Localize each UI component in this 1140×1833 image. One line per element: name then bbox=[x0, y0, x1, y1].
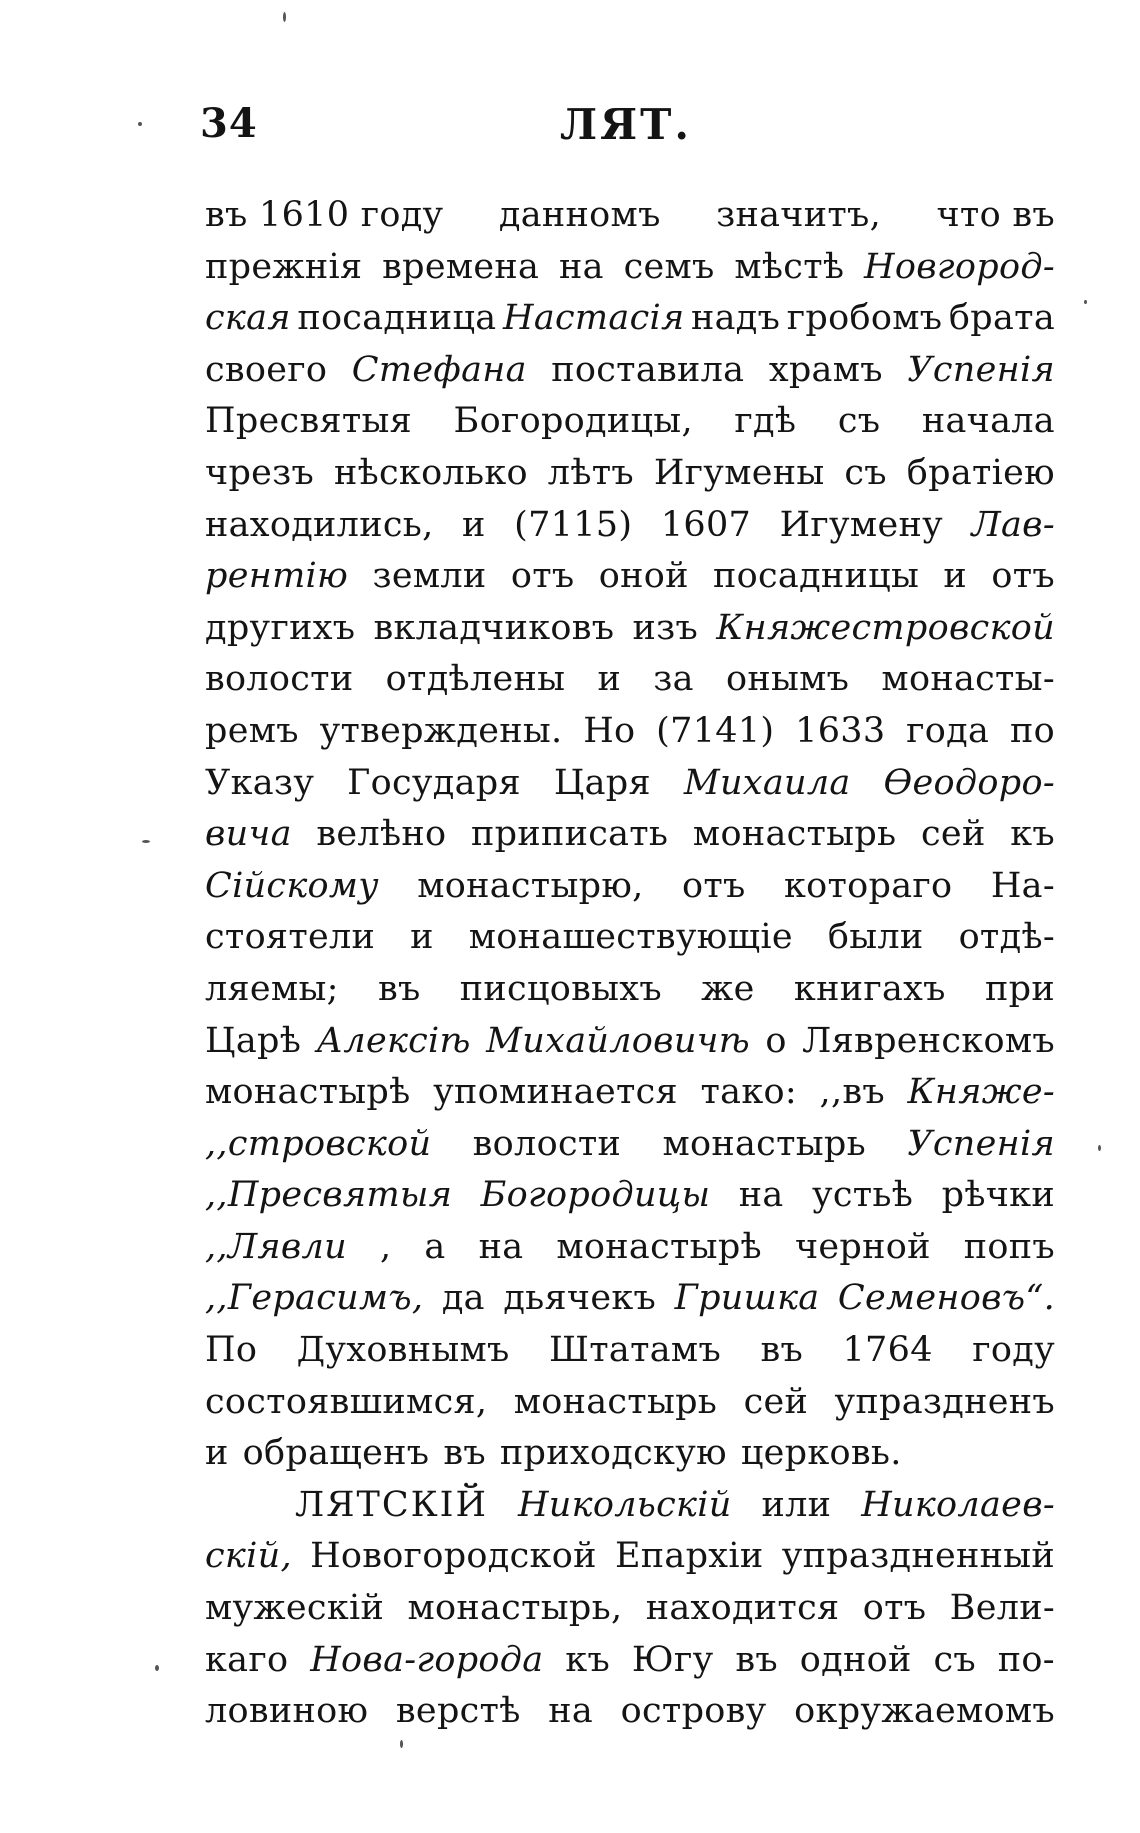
word: По bbox=[205, 1330, 258, 1371]
word: Игумену bbox=[779, 504, 943, 545]
word: года bbox=[906, 710, 990, 751]
text-line bbox=[205, 293, 1055, 345]
word: приходскую bbox=[499, 1433, 727, 1474]
word: монашествующіе bbox=[468, 917, 793, 958]
word: Алексіѣ bbox=[316, 1020, 471, 1061]
text-line bbox=[205, 912, 1055, 964]
word: ,,Герасимъ, bbox=[205, 1278, 424, 1319]
word: начала bbox=[921, 401, 1055, 442]
text-line bbox=[205, 500, 1055, 552]
word: ,,Пресвятыя bbox=[205, 1175, 453, 1216]
word: Государя bbox=[347, 762, 521, 803]
word: посадница bbox=[297, 298, 497, 339]
word: храмъ bbox=[768, 349, 883, 390]
running-title: ЛЯТ. bbox=[560, 100, 693, 149]
text-line bbox=[205, 706, 1055, 758]
word: упраздненъ bbox=[834, 1381, 1055, 1422]
word: Гришка bbox=[674, 1278, 820, 1319]
word: данномъ bbox=[498, 195, 661, 235]
text-line bbox=[205, 1119, 1055, 1171]
word: по bbox=[1009, 710, 1055, 751]
word: упраздненный bbox=[781, 1536, 1055, 1577]
word: состоявшимся, bbox=[205, 1381, 488, 1422]
text-line bbox=[205, 1325, 1055, 1377]
word: монастырѣ bbox=[556, 1226, 762, 1267]
word: ловиною bbox=[205, 1691, 369, 1732]
word: Новгород- bbox=[864, 246, 1055, 287]
text-line bbox=[205, 1583, 1055, 1635]
word: каго bbox=[205, 1639, 289, 1680]
word: Никольскій bbox=[517, 1484, 732, 1525]
word: гробомъ bbox=[786, 298, 943, 339]
text-line bbox=[205, 345, 1055, 397]
text-line bbox=[205, 1686, 1055, 1738]
word: находится bbox=[645, 1588, 840, 1629]
word: въ bbox=[760, 1330, 804, 1371]
word: на bbox=[558, 246, 604, 287]
text-line bbox=[205, 396, 1055, 448]
word: ,,стровской bbox=[205, 1123, 432, 1164]
word: находились, bbox=[205, 504, 434, 545]
word: отдѣ- bbox=[958, 917, 1055, 958]
word: и bbox=[943, 556, 968, 597]
running-head bbox=[200, 100, 1060, 160]
text-line bbox=[205, 1377, 1055, 1429]
text-line bbox=[205, 242, 1055, 294]
text-line bbox=[205, 551, 1055, 603]
word: верстѣ bbox=[395, 1691, 521, 1732]
word: поставила bbox=[551, 349, 745, 390]
word: году bbox=[972, 1330, 1055, 1371]
word: Лав- bbox=[971, 504, 1055, 545]
text-line bbox=[205, 861, 1055, 913]
text-line bbox=[205, 1531, 1055, 1583]
word: и bbox=[205, 1433, 229, 1474]
body-text bbox=[205, 190, 1055, 1738]
word: котораго bbox=[783, 865, 953, 906]
word: въ bbox=[735, 1639, 778, 1680]
word: утверждены. bbox=[319, 710, 563, 751]
word: земли bbox=[372, 556, 487, 597]
word: ляемы; bbox=[205, 968, 339, 1009]
word: изъ bbox=[632, 607, 699, 648]
text-line bbox=[205, 809, 1055, 861]
word: оной bbox=[598, 556, 689, 597]
word: монастырю, bbox=[417, 865, 644, 906]
word: Духовнымъ bbox=[296, 1330, 510, 1371]
word: лѣтъ bbox=[547, 452, 634, 493]
word: Ѳеодоро- bbox=[883, 762, 1055, 803]
word: рентію bbox=[205, 556, 349, 597]
word: и bbox=[462, 504, 486, 545]
word: на bbox=[548, 1691, 594, 1732]
word: Стефана bbox=[351, 349, 527, 390]
word: книгахъ bbox=[793, 968, 946, 1009]
word: отъ bbox=[862, 1588, 927, 1629]
word: Николаев- bbox=[861, 1484, 1055, 1525]
word: церковь. bbox=[740, 1433, 902, 1474]
word: ская bbox=[205, 298, 291, 339]
word: монастырь bbox=[513, 1381, 718, 1422]
word: ЛЯТСКІЙ bbox=[295, 1484, 489, 1525]
word: и bbox=[410, 917, 434, 958]
word: чрезъ bbox=[205, 452, 315, 493]
word: писцовыхъ bbox=[459, 968, 662, 1009]
word: на bbox=[478, 1226, 524, 1267]
word: сей bbox=[743, 1381, 809, 1422]
text-line bbox=[205, 1170, 1055, 1222]
word: къ bbox=[565, 1639, 611, 1680]
text-line bbox=[205, 603, 1055, 655]
word: (7141) bbox=[656, 710, 775, 751]
word: къ bbox=[1010, 814, 1055, 855]
word: съ bbox=[837, 401, 881, 442]
word: черной bbox=[794, 1226, 931, 1267]
word: одной bbox=[799, 1639, 912, 1680]
word: въ 1610 году bbox=[205, 195, 444, 235]
word: о bbox=[765, 1020, 787, 1061]
text-line bbox=[205, 1273, 1055, 1325]
word: мѣстѣ bbox=[734, 246, 845, 287]
word: Княже- bbox=[907, 1072, 1055, 1113]
word: вкладчиковъ bbox=[373, 607, 615, 648]
word: ,,въ bbox=[819, 1072, 885, 1113]
word: онымъ bbox=[726, 659, 850, 700]
word: окружаемомъ bbox=[794, 1691, 1055, 1732]
word: волости bbox=[472, 1123, 622, 1164]
text-line bbox=[205, 758, 1055, 810]
word: ремъ bbox=[205, 710, 299, 751]
word: монастырь bbox=[662, 1123, 866, 1164]
word: а bbox=[424, 1226, 446, 1267]
word: монастырь, bbox=[407, 1588, 623, 1629]
word: по- bbox=[997, 1639, 1055, 1680]
word: и bbox=[597, 659, 622, 700]
word: Новогородской bbox=[310, 1536, 597, 1577]
word: другихъ bbox=[205, 607, 356, 648]
word: Сійскому bbox=[205, 865, 379, 906]
word: попъ bbox=[963, 1226, 1055, 1267]
word: Михайловичѣ bbox=[486, 1020, 750, 1061]
word: острову bbox=[620, 1691, 767, 1732]
word: Пресвятыя bbox=[205, 401, 413, 442]
text-line bbox=[205, 654, 1055, 706]
word: Семеновъ“. bbox=[837, 1278, 1055, 1319]
word: велѣно bbox=[316, 814, 447, 855]
word: Вели- bbox=[949, 1588, 1055, 1629]
word: 1607 bbox=[660, 504, 752, 545]
word: Богородицы, bbox=[453, 401, 693, 442]
text-line bbox=[205, 1480, 1055, 1532]
word: прежнія bbox=[205, 246, 363, 287]
text-line bbox=[205, 964, 1055, 1016]
word: Указу bbox=[205, 762, 315, 803]
text-line bbox=[205, 1222, 1055, 1274]
word: въ bbox=[377, 968, 421, 1009]
word: сей bbox=[921, 814, 986, 855]
word: Богородицы bbox=[480, 1175, 711, 1216]
word: обращенъ bbox=[242, 1433, 430, 1474]
word: Успенія bbox=[907, 349, 1055, 390]
text-line bbox=[205, 190, 1055, 242]
text-line bbox=[205, 1635, 1055, 1687]
word: были bbox=[827, 917, 924, 958]
word: мужескій bbox=[205, 1588, 385, 1629]
word: надъ bbox=[691, 298, 781, 339]
word: отдѣлены bbox=[385, 659, 566, 700]
word: да bbox=[441, 1278, 485, 1319]
word: стоятели bbox=[205, 917, 376, 958]
word: , bbox=[379, 1226, 392, 1267]
word: Игумены bbox=[653, 452, 825, 493]
word: своего bbox=[205, 349, 328, 390]
word: Михаила bbox=[683, 762, 851, 803]
word: монастырѣ bbox=[205, 1072, 411, 1113]
word: 1764 bbox=[842, 1330, 933, 1371]
word: при bbox=[985, 968, 1055, 1009]
word: времена bbox=[382, 246, 540, 287]
word: волости bbox=[205, 659, 354, 700]
word: семъ bbox=[623, 246, 715, 287]
word: посадницы bbox=[713, 556, 920, 597]
word: брата bbox=[948, 298, 1055, 339]
text-line bbox=[205, 1067, 1055, 1119]
word: же bbox=[701, 968, 755, 1009]
word: Царя bbox=[553, 762, 651, 803]
word: скій, bbox=[205, 1536, 292, 1577]
word: въ bbox=[443, 1433, 486, 1474]
word: тако: bbox=[700, 1072, 797, 1113]
word: устьѣ bbox=[811, 1175, 914, 1216]
word: что въ bbox=[936, 195, 1055, 235]
word: отъ bbox=[991, 556, 1055, 597]
word: съ bbox=[933, 1639, 976, 1680]
text-line bbox=[205, 1016, 1055, 1068]
word: монастырь bbox=[692, 814, 897, 855]
word: ,,Лявли bbox=[205, 1226, 347, 1267]
text-line bbox=[205, 1428, 1055, 1480]
word: (7115) bbox=[514, 504, 633, 545]
word: Но bbox=[583, 710, 636, 751]
word: рѣчки bbox=[941, 1175, 1055, 1216]
word: Княжестровской bbox=[716, 607, 1055, 648]
word: монасты- bbox=[881, 659, 1055, 700]
word: гдѣ bbox=[734, 401, 797, 442]
word: дьячекъ bbox=[503, 1278, 657, 1319]
page-number: 34 bbox=[200, 100, 258, 147]
word: съ bbox=[844, 452, 887, 493]
word: нѣсколько bbox=[334, 452, 528, 493]
word: или bbox=[761, 1484, 832, 1525]
word: Епархіи bbox=[614, 1536, 764, 1577]
word: значитъ, bbox=[716, 195, 882, 235]
word: отъ bbox=[510, 556, 575, 597]
word: Царѣ bbox=[205, 1020, 302, 1061]
word: На- bbox=[990, 865, 1055, 906]
word: на bbox=[738, 1175, 784, 1216]
word: упоминается bbox=[433, 1072, 678, 1113]
word: Лявренскомъ bbox=[802, 1020, 1055, 1061]
word: приписать bbox=[470, 814, 669, 855]
word: Настасія bbox=[503, 298, 685, 339]
word: отъ bbox=[681, 865, 746, 906]
word: Успенія bbox=[907, 1123, 1055, 1164]
word: вича bbox=[205, 814, 292, 855]
word: 1633 bbox=[795, 710, 886, 751]
word: за bbox=[653, 659, 694, 700]
word: Штатамъ bbox=[549, 1330, 722, 1371]
word: Югу bbox=[631, 1639, 714, 1680]
word: Нова-города bbox=[310, 1639, 544, 1680]
text-line bbox=[205, 448, 1055, 500]
word: братіею bbox=[906, 452, 1055, 493]
